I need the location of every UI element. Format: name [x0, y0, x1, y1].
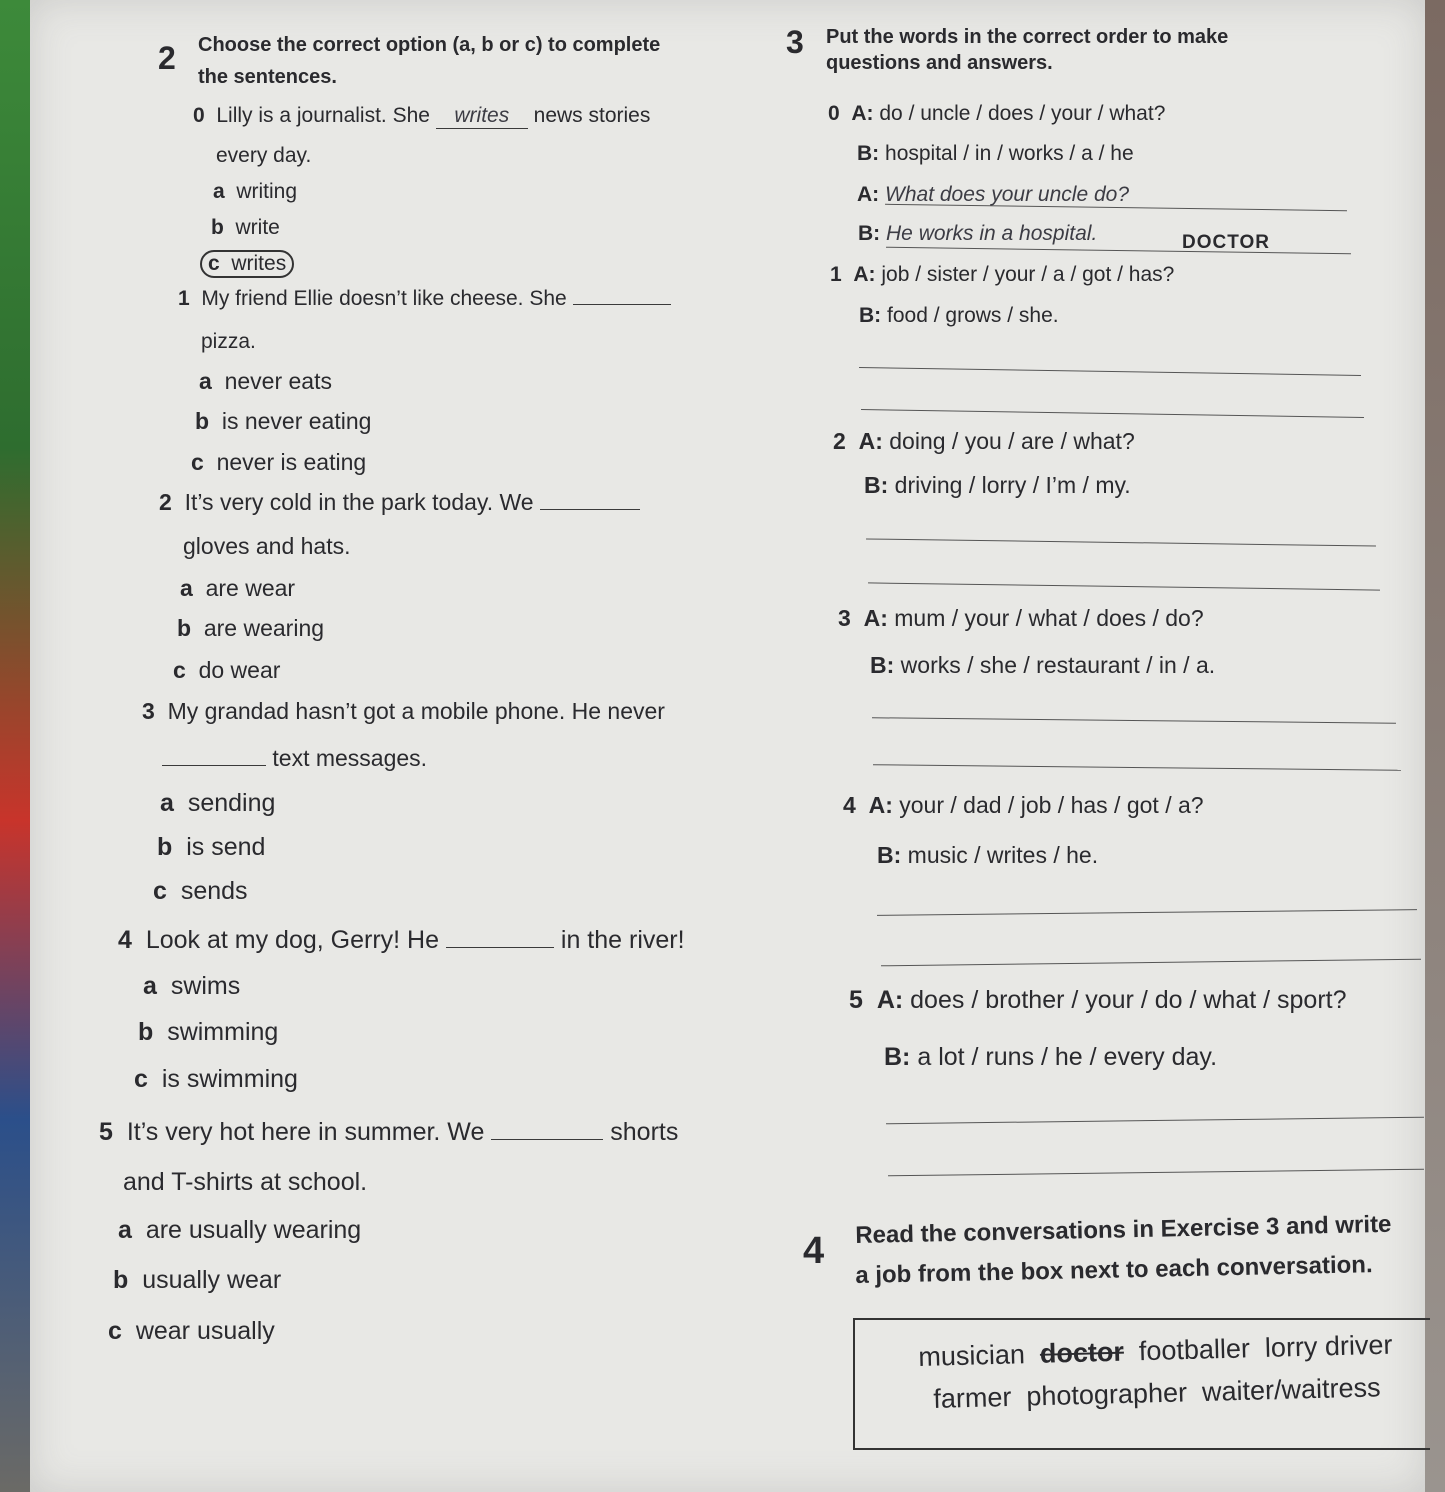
q5-option-b-text: usually wear [142, 1266, 282, 1294]
q2-option-c-text: do wear [198, 657, 281, 683]
q1-option-b-text: is never eating [221, 408, 372, 434]
ex3-label-b: B: [884, 1043, 911, 1071]
ex3-item5-b-words: a lot / runs / he / every day. [917, 1043, 1218, 1071]
job-farmer: farmer [933, 1381, 1012, 1414]
ex3-item0-answer-b [858, 222, 1097, 246]
q0-part2: news stories [533, 104, 651, 127]
q2-option-b-text: are wearing [203, 615, 325, 641]
ex3-label-b: B: [857, 142, 880, 165]
q0-option-b-text: write [235, 216, 280, 239]
ex3-item0-a-words: do / uncle / does / your / what? [879, 102, 1166, 125]
ex3-item0-b [857, 142, 1134, 166]
q4-part2: in the river! [560, 926, 685, 954]
exercise-2-title-line1: Choose the correct option (a, b or c) to complete [198, 34, 661, 56]
ex3-item1-number: 1 [830, 263, 842, 286]
exercise-3-title-line2: questions and answers. [826, 52, 1053, 74]
ex3-label-b: B: [858, 222, 881, 245]
job-waiter-waitress: waiter/waitress [1201, 1372, 1381, 1407]
ex3-item3-number: 3 [838, 605, 851, 631]
q1-number: 1 [178, 287, 190, 310]
ex3-label-a: A: [868, 792, 893, 818]
q5-part2: shorts [610, 1118, 679, 1146]
q5-sentence [99, 1118, 678, 1147]
q5-answer-blank[interactable] [491, 1138, 603, 1140]
q1-option-c[interactable]: c never is eating [191, 449, 367, 475]
ex3-item3-b [870, 652, 1215, 679]
q0-answer: writes [454, 104, 510, 127]
q3-option-a-text: sending [187, 789, 276, 817]
q2-part2: gloves and hats. [183, 533, 351, 559]
ex3-label-a: A: [857, 183, 880, 206]
q2-number: 2 [159, 489, 172, 515]
ex3-item2-number: 2 [833, 428, 846, 454]
ex3-item5-number: 5 [849, 986, 863, 1014]
q3-sentence [142, 698, 665, 725]
q3-part2: text messages. [272, 745, 428, 771]
ex3-item5-a [849, 986, 1347, 1015]
ex3-item3-a [838, 605, 1204, 632]
q0-number: 0 [193, 104, 205, 127]
q1-option-c-text: never is eating [216, 449, 367, 475]
q4-option-b[interactable]: b swimming [138, 1018, 279, 1046]
ex3-item5-a-words: does / brother / your / do / what / sport? [910, 986, 1347, 1014]
ex3-item0-job: DOCTOR [1182, 232, 1270, 253]
ex3-item3-b-words: works / she / restaurant / in / a. [900, 652, 1216, 678]
ex3-label-a: A: [853, 263, 876, 286]
q0-option-a[interactable]: a writing [213, 180, 298, 203]
q3-option-c[interactable]: c sends [153, 877, 248, 905]
q4-part1: Look at my dog, Gerry! He [145, 926, 439, 954]
q1-part1: My friend Ellie doesn’t like cheese. She [201, 287, 567, 310]
job-footballer: footballer [1138, 1333, 1251, 1367]
q3-line2 [162, 745, 427, 772]
job-lorry-driver: lorry driver [1264, 1329, 1393, 1363]
q5-number: 5 [99, 1118, 113, 1146]
exercise-2-number: 2 [158, 40, 176, 76]
ex3-item2-a-words: doing / you / are / what? [889, 428, 1135, 454]
ex3-label-b: B: [877, 842, 902, 868]
ex3-item2-b [864, 472, 1131, 499]
ex3-item0-number: 0 [828, 102, 840, 125]
q4-option-c[interactable]: c is swimming [134, 1065, 298, 1093]
q0-part1: Lilly is a journalist. She [216, 104, 430, 127]
q3-part1: My grandad hasn’t got a mobile phone. He never [167, 698, 665, 724]
ex3-label-b: B: [870, 652, 895, 678]
exercise-4-number: 4 [803, 1230, 825, 1272]
ex3-label-b: B: [864, 472, 889, 498]
q3-number: 3 [142, 698, 155, 724]
q5-part1: It’s very hot here in summer. We [126, 1118, 485, 1146]
q4-option-a-text: swims [170, 972, 241, 1000]
ex3-label-a: A: [876, 986, 904, 1014]
q0-option-a-text: writing [236, 180, 298, 203]
ex3-item3-a-words: mum / your / what / does / do? [894, 605, 1204, 631]
q5-option-a-text: are usually wearing [145, 1216, 362, 1244]
q3-answer-blank[interactable] [162, 764, 266, 766]
job-doctor-crossed: doctor [1039, 1336, 1125, 1369]
ex3-item5-b [884, 1043, 1217, 1072]
job-musician: musician [918, 1339, 1026, 1372]
ex3-label-b: B: [859, 304, 882, 327]
ex3-item4-b-words: music / writes / he. [907, 842, 1099, 868]
ex3-item4-number: 4 [843, 792, 856, 818]
ex3-item2-a [833, 428, 1135, 455]
job-photographer: photographer [1025, 1377, 1188, 1412]
q2-option-b[interactable]: b are wearing [177, 615, 325, 641]
q1-sentence [178, 287, 671, 311]
q0-option-c-circled[interactable]: c writes [200, 250, 294, 278]
q4-option-a[interactable]: a swims [143, 972, 241, 1000]
q5-option-a[interactable]: a are usually wearing [118, 1216, 362, 1244]
ex3-label-a: A: [858, 428, 883, 454]
q4-number: 4 [118, 926, 132, 954]
ex3-label-a: A: [851, 102, 874, 125]
ex3-item2-b-words: driving / lorry / I’m / my. [894, 472, 1131, 498]
ex3-item0-answer-b-text: He works in a hospital. [886, 222, 1098, 245]
q5-option-b[interactable]: b usually wear [113, 1266, 282, 1294]
q5-option-c-text: wear usually [135, 1317, 275, 1345]
desk-edge-left [0, 0, 34, 1492]
q2-sentence [159, 489, 640, 516]
ex3-item0-a [828, 102, 1165, 126]
q5-part3: and T-shirts at school. [123, 1168, 368, 1196]
desk-edge-right [1425, 0, 1445, 1492]
ex3-item1-a-words: job / sister / your / a / got / has? [881, 263, 1175, 286]
exercise-3-number: 3 [786, 24, 804, 60]
q0-option-b[interactable]: b write [211, 216, 280, 239]
exercise-2-title-line2: the sentences. [198, 66, 337, 88]
ex3-item1-a [830, 263, 1174, 287]
q0-part3: every day. [216, 144, 312, 167]
exercise-3-title-line1: Put the words in the correct order to make [826, 26, 1229, 48]
ex3-item0-answer-a-text: What does your uncle do? [885, 183, 1129, 206]
q3-option-c-text: sends [180, 877, 248, 905]
ex3-label-a: A: [863, 605, 888, 631]
q2-option-c[interactable]: c do wear [173, 657, 281, 683]
q4-sentence [118, 926, 685, 955]
exercise-4-title-line2: a job from the box next to each conversation. [855, 1251, 1373, 1289]
ex3-item1-b-words: food / grows / she. [887, 304, 1059, 327]
ex3-item4-a [843, 792, 1204, 819]
q1-option-b[interactable]: b is never eating [195, 408, 372, 434]
q3-option-b[interactable]: b is send [157, 833, 266, 861]
q1-part2: pizza. [201, 330, 256, 353]
ex3-item1-b [859, 304, 1059, 328]
q4-option-c-text: is swimming [161, 1065, 298, 1093]
q2-option-a-text: are wear [205, 575, 296, 601]
q2-answer-blank[interactable] [540, 508, 640, 510]
q3-option-b-text: is send [186, 833, 266, 861]
q2-part1: It’s very cold in the park today. We [184, 489, 534, 515]
q2-option-a[interactable]: a are wear [180, 575, 296, 601]
q4-option-b-text: swimming [167, 1018, 279, 1046]
ex3-item0-b-words: hospital / in / works / a / he [885, 142, 1134, 165]
exercise-4-title-line1: Read the conversations in Exercise 3 and write [855, 1210, 1392, 1249]
q1-option-a[interactable]: a never eats [199, 368, 332, 394]
ex3-item4-b [877, 842, 1098, 869]
q0-sentence [193, 104, 650, 129]
q1-answer-blank[interactable] [573, 303, 671, 305]
ex3-item4-a-words: your / dad / job / has / got / a? [899, 792, 1204, 818]
q4-answer-blank[interactable] [446, 946, 554, 948]
q0-answer-field[interactable] [436, 104, 528, 129]
q3-option-a[interactable]: a sending [160, 789, 276, 817]
q0-option-c-text: writes [231, 252, 287, 275]
q5-option-c[interactable]: c wear usually [108, 1317, 275, 1345]
q1-option-a-text: never eats [224, 368, 332, 394]
